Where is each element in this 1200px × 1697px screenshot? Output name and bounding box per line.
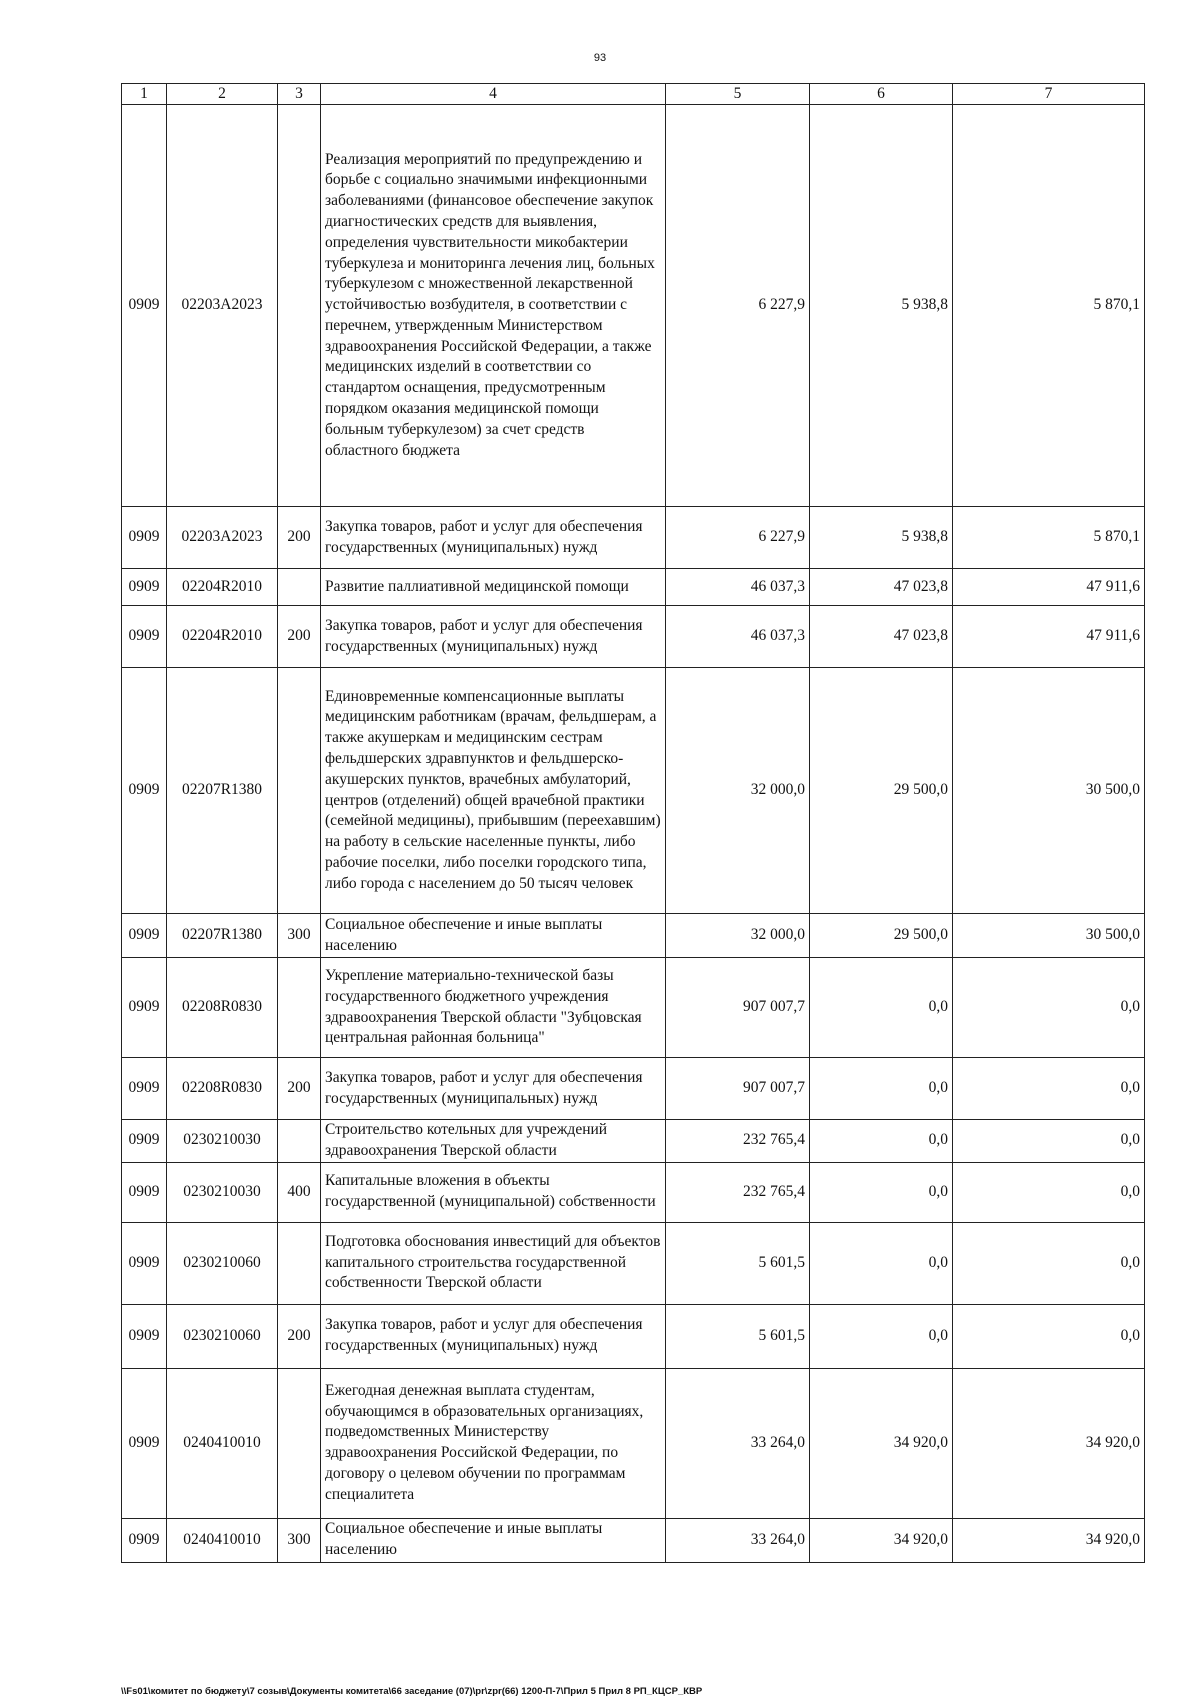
value-year1-cell: 907 007,7	[666, 1058, 810, 1120]
value-year2-cell: 29 500,0	[810, 914, 953, 958]
code-cell: 0230210060	[167, 1304, 278, 1368]
value-year3-cell: 0,0	[953, 1162, 1145, 1222]
expense-type-cell: 200	[278, 1304, 321, 1368]
code-cell: 0240410010	[167, 1368, 278, 1518]
section-cell: 0909	[122, 1162, 167, 1222]
section-cell: 0909	[122, 1120, 167, 1163]
value-year1-cell: 46 037,3	[666, 569, 810, 606]
section-cell: 0909	[122, 958, 167, 1058]
header-cell-4: 4	[321, 84, 666, 105]
header-cell-1: 1	[122, 84, 167, 105]
table-row	[122, 914, 1145, 958]
section-cell: 0909	[122, 1058, 167, 1120]
table-row	[122, 1058, 1145, 1120]
value-year1-cell: 232 765,4	[666, 1120, 810, 1163]
footer-file-path: \\Fs01\комитет по бюджету\7 созыв\Документы комитета\66 заседание (07)\pr\zpr(66) 1200-П-7\Прил 5 Прил 8 РП_КЦСР_КВР	[121, 1686, 703, 1697]
section-cell: 0909	[122, 668, 167, 914]
value-year3-cell: 30 500,0	[953, 914, 1145, 958]
section-cell: 0909	[122, 1304, 167, 1368]
header-row	[122, 84, 1145, 105]
code-cell: 0230210030	[167, 1120, 278, 1163]
value-year2-cell: 47 023,8	[810, 606, 953, 668]
section-cell: 0909	[122, 105, 167, 507]
header-cell-3: 3	[278, 84, 321, 105]
value-year3-cell: 30 500,0	[953, 668, 1145, 914]
expense-type-cell: 200	[278, 606, 321, 668]
section-cell: 0909	[122, 1222, 167, 1304]
value-year2-cell: 0,0	[810, 1120, 953, 1163]
table-row	[122, 507, 1145, 569]
value-year1-cell: 5 601,5	[666, 1304, 810, 1368]
header-cell-5: 5	[666, 84, 810, 105]
code-cell: 0230210030	[167, 1162, 278, 1222]
code-cell: 02204R2010	[167, 606, 278, 668]
table-row	[122, 1120, 1145, 1163]
expense-type-cell: 200	[278, 507, 321, 569]
name-cell: Развитие паллиативной медицинской помощи	[321, 569, 666, 606]
expense-type-cell	[278, 569, 321, 606]
table-row	[122, 606, 1145, 668]
expense-type-cell: 400	[278, 1162, 321, 1222]
table-row	[122, 958, 1145, 1058]
value-year3-cell: 0,0	[953, 958, 1145, 1058]
expense-type-cell	[278, 958, 321, 1058]
value-year2-cell: 0,0	[810, 1058, 953, 1120]
code-cell: 02203А2023	[167, 507, 278, 569]
name-cell: Подготовка обоснования инвестиций для объектов капитального строительства государственной собственности Тверской области	[321, 1222, 666, 1304]
table-row	[122, 1304, 1145, 1368]
name-cell: Укрепление материально-технической базы государственного бюджетного учреждения здравоохранения Тверской области "Зубцовская центральная районная больница"	[321, 958, 666, 1058]
code-cell: 02208R0830	[167, 958, 278, 1058]
value-year1-cell: 907 007,7	[666, 958, 810, 1058]
table-row	[122, 1368, 1145, 1518]
value-year2-cell: 0,0	[810, 1222, 953, 1304]
value-year3-cell: 0,0	[953, 1222, 1145, 1304]
section-cell: 0909	[122, 606, 167, 668]
name-cell: Закупка товаров, работ и услуг для обеспечения государственных (муниципальных) нужд	[321, 507, 666, 569]
header-cell-6: 6	[810, 84, 953, 105]
value-year3-cell: 0,0	[953, 1304, 1145, 1368]
page-number: 93	[593, 52, 607, 64]
header-cell-7: 7	[953, 84, 1145, 105]
expense-type-cell	[278, 1368, 321, 1518]
code-cell: 02208R0830	[167, 1058, 278, 1120]
section-cell: 0909	[122, 507, 167, 569]
table-row	[122, 668, 1145, 914]
name-cell: Закупка товаров, работ и услуг для обеспечения государственных (муниципальных) нужд	[321, 1304, 666, 1368]
expense-type-cell	[278, 105, 321, 507]
value-year1-cell: 6 227,9	[666, 507, 810, 569]
code-cell: 02207R1380	[167, 668, 278, 914]
value-year3-cell: 34 920,0	[953, 1518, 1145, 1562]
name-cell: Ежегодная денежная выплата студентам, обучающимся в образовательных организациях, подведомственных Министерству здравоохранения Российской Федерации, по договору о целевом обучении по программам специалитета	[321, 1368, 666, 1518]
value-year2-cell: 29 500,0	[810, 668, 953, 914]
table-row	[122, 105, 1145, 507]
code-cell: 02204R2010	[167, 569, 278, 606]
value-year1-cell: 32 000,0	[666, 914, 810, 958]
table-row	[122, 1518, 1145, 1562]
value-year3-cell: 47 911,6	[953, 606, 1145, 668]
name-cell: Закупка товаров, работ и услуг для обеспечения государственных (муниципальных) нужд	[321, 606, 666, 668]
expense-type-cell: 300	[278, 1518, 321, 1562]
table-row	[122, 569, 1145, 606]
value-year3-cell: 34 920,0	[953, 1368, 1145, 1518]
expense-type-cell: 200	[278, 1058, 321, 1120]
value-year1-cell: 5 601,5	[666, 1222, 810, 1304]
value-year1-cell: 33 264,0	[666, 1518, 810, 1562]
value-year1-cell: 232 765,4	[666, 1162, 810, 1222]
value-year1-cell: 46 037,3	[666, 606, 810, 668]
value-year1-cell: 6 227,9	[666, 105, 810, 507]
section-cell: 0909	[122, 1368, 167, 1518]
name-cell: Строительство котельных для учреждений здравоохранения Тверской области	[321, 1120, 666, 1163]
name-cell: Социальное обеспечение и иные выплаты населению	[321, 1518, 666, 1562]
value-year3-cell: 5 870,1	[953, 105, 1145, 507]
value-year2-cell: 47 023,8	[810, 569, 953, 606]
value-year2-cell: 5 938,8	[810, 105, 953, 507]
budget-table	[121, 83, 1145, 1563]
name-cell: Закупка товаров, работ и услуг для обеспечения государственных (муниципальных) нужд	[321, 1058, 666, 1120]
name-cell: Реализация мероприятий по предупреждению и борьбе с социально значимыми инфекционными заболеваниями (финансовое обеспечение закупок диагностических средств для выявления, определения чувствительности микобактерии туберкулеза и мониторинга лечения лиц, больных туберкулезом с множественной лекарственной устойчивостью возбудителя, в соответствии с перечнем, утвержденным Министерством здравоохранения Российской Федерации, а также медицинских изделий в соответствии со стандартом оснащения, предусмотренным порядком оказания медицинской помощи больным туберкулезом) за счет средств областного бюджета	[321, 105, 666, 507]
table-row	[122, 1222, 1145, 1304]
expense-type-cell	[278, 1222, 321, 1304]
section-cell: 0909	[122, 569, 167, 606]
code-cell: 02203А2023	[167, 105, 278, 507]
code-cell: 02207R1380	[167, 914, 278, 958]
value-year2-cell: 0,0	[810, 1162, 953, 1222]
code-cell: 0240410010	[167, 1518, 278, 1562]
name-cell: Капитальные вложения в объекты государственной (муниципальной) собственности	[321, 1162, 666, 1222]
value-year3-cell: 5 870,1	[953, 507, 1145, 569]
value-year2-cell: 34 920,0	[810, 1368, 953, 1518]
value-year2-cell: 0,0	[810, 958, 953, 1058]
expense-type-cell: 300	[278, 914, 321, 958]
name-cell: Социальное обеспечение и иные выплаты населению	[321, 914, 666, 958]
code-cell: 0230210060	[167, 1222, 278, 1304]
table-row	[122, 1162, 1145, 1222]
expense-type-cell	[278, 1120, 321, 1163]
value-year3-cell: 0,0	[953, 1120, 1145, 1163]
name-cell: Единовременные компенсационные выплаты медицинским работникам (врачам, фельдшерам, а также акушеркам и медицинским сестрам фельдшерских здравпунктов и фельдшерско-акушерских пунктов, врачебных амбулаторий, центров (отделений) общей врачебной практики (семейной медицины), прибывшим (переехавшим) на работу в сельские населенные пункты, либо рабочие поселки, либо поселки городского типа, либо города с населением до 50 тысяч человек	[321, 668, 666, 914]
value-year3-cell: 47 911,6	[953, 569, 1145, 606]
section-cell: 0909	[122, 1518, 167, 1562]
expense-type-cell	[278, 668, 321, 914]
value-year2-cell: 5 938,8	[810, 507, 953, 569]
value-year2-cell: 34 920,0	[810, 1518, 953, 1562]
value-year2-cell: 0,0	[810, 1304, 953, 1368]
value-year3-cell: 0,0	[953, 1058, 1145, 1120]
value-year1-cell: 32 000,0	[666, 668, 810, 914]
section-cell: 0909	[122, 914, 167, 958]
header-cell-2: 2	[167, 84, 278, 105]
value-year1-cell: 33 264,0	[666, 1368, 810, 1518]
